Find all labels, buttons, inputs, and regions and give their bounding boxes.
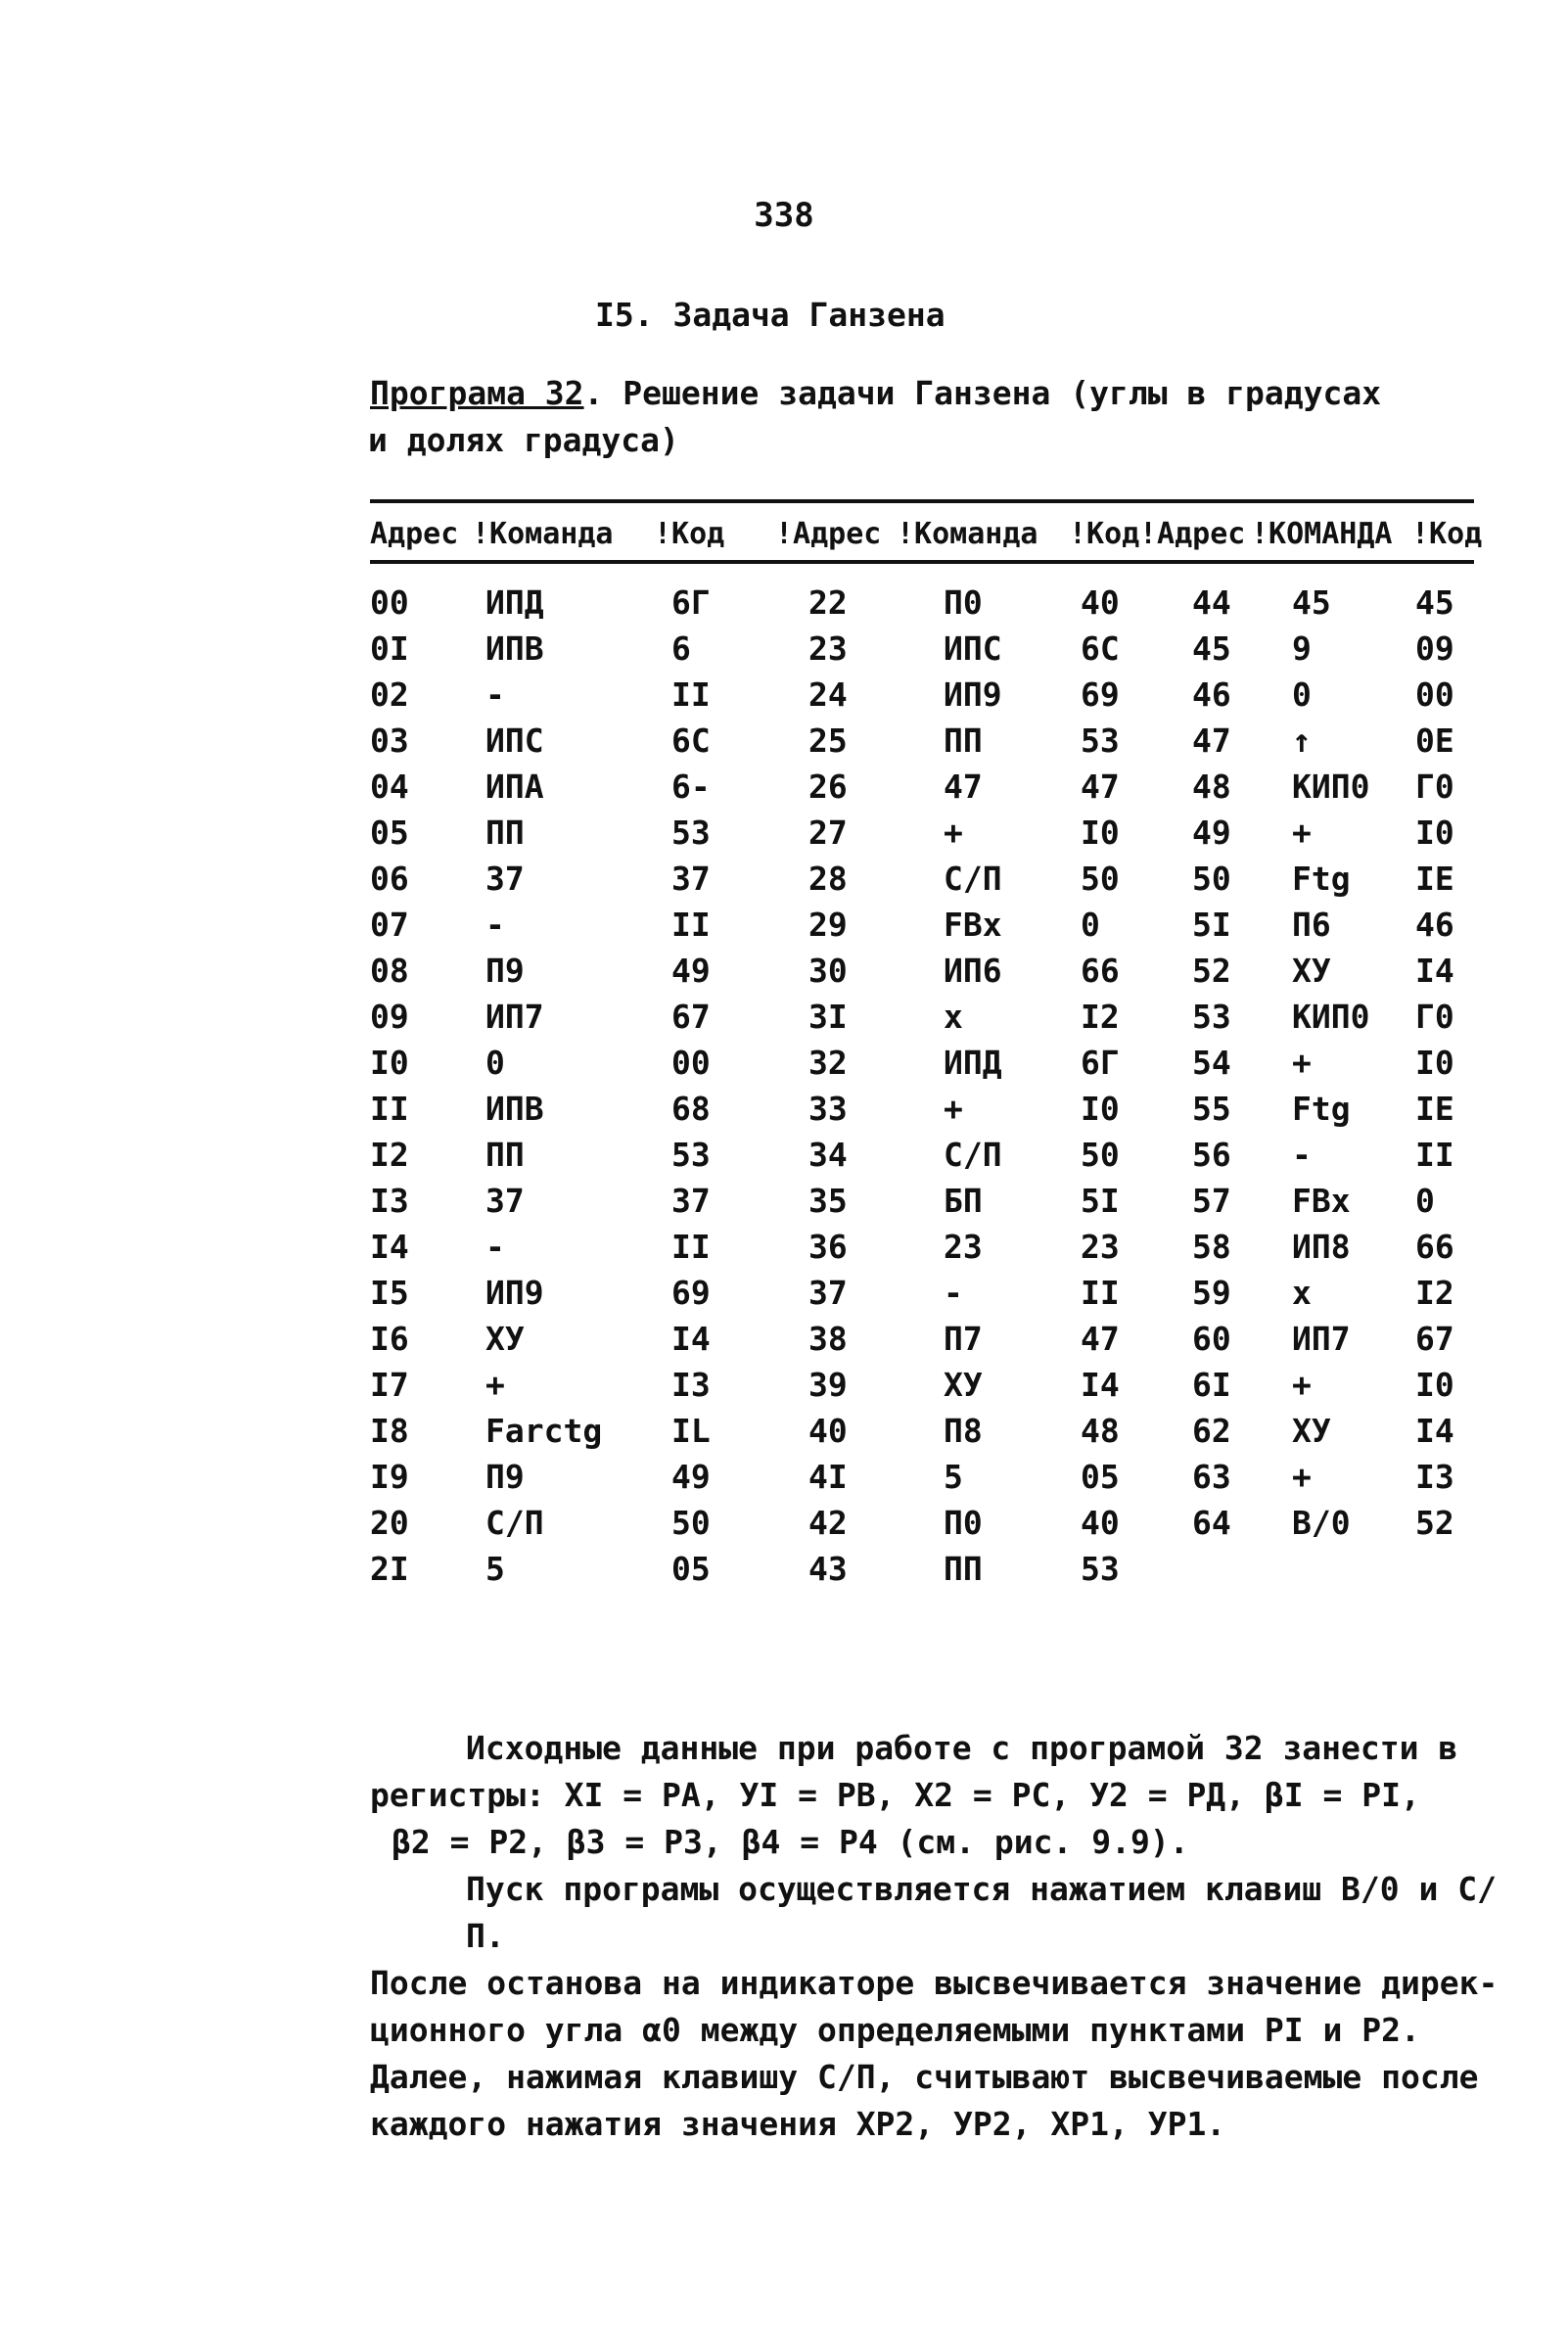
table-row [370,902,1474,948]
header-address-2: !Адрес [775,517,882,551]
cell-code-1: 05 [671,1550,711,1588]
cell-address-3: 6I [1192,1366,1231,1404]
cell-code-1: 67 [671,998,711,1036]
cell-command-1: ИПА [485,768,544,806]
cell-code-3: 09 [1415,629,1454,668]
cell-command-2: ИПД [944,1044,1002,1082]
header-command-2: !Команда [897,517,1038,551]
cell-code-2: 53 [1081,722,1120,760]
cell-command-3: 45 [1292,583,1331,622]
cell-command-1: - [485,675,505,714]
cell-address-2: 22 [808,583,848,622]
cell-command-1: ИПС [485,722,544,760]
header-code-3: !Код [1411,517,1483,551]
cell-address-3: 53 [1192,998,1231,1036]
table-row [370,994,1474,1040]
cell-code-3: 52 [1415,1504,1454,1542]
header-code-2: !Код [1069,517,1140,551]
cell-code-2: II [1081,1274,1120,1312]
paragraph2-line1: Пуск програмы осуществляется нажатием клавиш В/0 и С/П. [466,1870,1497,1955]
cell-command-1: ИПД [485,583,544,622]
cell-code-2: 05 [1081,1458,1120,1496]
cell-code-2: I2 [1081,998,1120,1036]
cell-command-2: ИП9 [944,675,1002,714]
cell-address-2: 25 [808,722,848,760]
cell-command-1: ИП7 [485,998,544,1036]
cell-code-3: 0Е [1415,722,1454,760]
cell-code-2: I4 [1081,1366,1120,1404]
cell-address-2: 24 [808,675,848,714]
cell-address-3: 50 [1192,860,1231,898]
cell-address-2: 32 [808,1044,848,1082]
cell-command-2: БП [944,1182,983,1220]
cell-code-3: Г0 [1415,768,1454,806]
paragraph2-line3: ционного угла α0 между определяемыми пунктами РI и Р2. [370,2011,1420,2049]
cell-command-3: 9 [1292,629,1312,668]
cell-command-1: П9 [485,1458,525,1496]
cell-code-2: 53 [1081,1550,1120,1588]
cell-code-2: 5I [1081,1182,1120,1220]
cell-command-3: + [1292,1458,1312,1496]
cell-address-2: 3I [808,998,848,1036]
cell-command-2: ПП [944,722,983,760]
header-command-1: !Команда [472,517,614,551]
cell-address-1: 0I [370,629,409,668]
table-row [370,1178,1474,1224]
cell-address-2: 4I [808,1458,848,1496]
cell-code-3: IЕ [1415,860,1454,898]
cell-code-3: 67 [1415,1320,1454,1358]
cell-command-1: - [485,906,505,944]
cell-address-3: 44 [1192,583,1231,622]
cell-command-1: П9 [485,952,525,990]
cell-address-1: 20 [370,1504,409,1542]
cell-code-1: 69 [671,1274,711,1312]
cell-address-3: 52 [1192,952,1231,990]
cell-address-1: 06 [370,860,409,898]
cell-address-3: 45 [1192,629,1231,668]
table-row [370,948,1474,994]
cell-address-1: I7 [370,1366,409,1404]
cell-code-1: 6 [671,629,691,668]
cell-command-1: ИП9 [485,1274,544,1312]
paragraph2-line4: Далее, нажимая клавишу С/П, считывают высвечиваемые после [370,2058,1479,2096]
cell-command-3: x [1292,1274,1312,1312]
cell-command-1: ПП [485,1136,525,1174]
cell-code-3: 46 [1415,906,1454,944]
cell-address-1: I4 [370,1228,409,1266]
cell-code-2: I0 [1081,814,1120,852]
cell-code-3: 45 [1415,583,1454,622]
cell-code-2: 6Г [1081,1044,1120,1082]
cell-command-1: С/П [485,1504,544,1542]
cell-command-2: ИП6 [944,952,1002,990]
cell-address-3: 49 [1192,814,1231,852]
cell-code-2: 50 [1081,1136,1120,1174]
cell-command-3: - [1292,1136,1312,1174]
cell-address-3: 47 [1192,722,1231,760]
cell-command-1: + [485,1366,505,1404]
table-row [370,764,1474,810]
cell-code-3: I0 [1415,1366,1454,1404]
cell-code-2: 48 [1081,1412,1120,1450]
table-row [370,810,1474,856]
program-table-body [370,580,1474,1592]
cell-code-1: 6Г [671,583,711,622]
table-row [370,1270,1474,1316]
cell-command-3: В/0 [1292,1504,1351,1542]
cell-address-1: 07 [370,906,409,944]
cell-address-2: 37 [808,1274,848,1312]
cell-command-3: ХУ [1292,1412,1331,1450]
cell-command-2: П7 [944,1320,983,1358]
cell-code-1: 37 [671,860,711,898]
cell-address-1: 08 [370,952,409,990]
cell-command-3: ИП7 [1292,1320,1351,1358]
cell-code-1: 53 [671,814,711,852]
cell-address-3: 56 [1192,1136,1231,1174]
cell-address-1: 02 [370,675,409,714]
cell-address-3: 59 [1192,1274,1231,1312]
cell-command-2: П0 [944,1504,983,1542]
program-label: Програма 32 [370,374,584,412]
cell-code-1: I4 [671,1320,711,1358]
cell-code-3: 00 [1415,675,1454,714]
cell-address-1: 09 [370,998,409,1036]
cell-code-1: 49 [671,952,711,990]
table-row [370,1224,1474,1270]
cell-command-2: С/П [944,1136,1002,1174]
cell-address-2: 38 [808,1320,848,1358]
cell-code-3: I4 [1415,1412,1454,1450]
cell-address-3: 55 [1192,1090,1231,1128]
table-row [370,1408,1474,1454]
cell-address-2: 26 [808,768,848,806]
cell-address-2: 40 [808,1412,848,1450]
cell-code-2: 50 [1081,860,1120,898]
paragraph1-line3: β2 = Р2, β3 = Р3, β4 = Р4 (см. рис. 9.9). [392,1823,1189,1861]
cell-command-3: + [1292,814,1312,852]
cell-command-3: Ftg [1292,860,1351,898]
cell-address-3: 48 [1192,768,1231,806]
table-row [370,1040,1474,1086]
cell-address-1: 05 [370,814,409,852]
table-row [370,1546,1474,1592]
cell-code-3: 66 [1415,1228,1454,1266]
cell-command-3: + [1292,1366,1312,1404]
cell-command-2: 23 [944,1228,983,1266]
cell-command-2: - [944,1274,963,1312]
cell-address-3: 58 [1192,1228,1231,1266]
cell-code-1: II [671,1228,711,1266]
table-row [370,1086,1474,1132]
table-row [370,1500,1474,1546]
cell-command-2: 47 [944,768,983,806]
cell-address-1: I9 [370,1458,409,1496]
header-address-3: !Адрес [1139,517,1246,551]
caption-text-line1: . Решение задачи Ганзена (углы в градусах [583,374,1382,412]
cell-command-3: ИП8 [1292,1228,1351,1266]
cell-address-3: 54 [1192,1044,1231,1082]
cell-code-3: II [1415,1136,1454,1174]
table-header-rule [370,560,1474,564]
cell-code-1: 6- [671,768,711,806]
cell-command-1: 37 [485,860,525,898]
cell-command-1: 37 [485,1182,525,1220]
table-top-rule [370,499,1474,503]
cell-code-1: IL [671,1412,711,1450]
cell-command-2: С/П [944,860,1002,898]
cell-address-2: 43 [808,1550,848,1588]
caption-text-line2: и долях градуса) [368,421,679,459]
table-row [370,580,1474,626]
cell-command-3: Ftg [1292,1090,1351,1128]
cell-code-3: IЕ [1415,1090,1454,1128]
cell-code-2: I0 [1081,1090,1120,1128]
cell-address-1: 00 [370,583,409,622]
cell-code-3: 0 [1415,1182,1435,1220]
cell-command-3: ХУ [1292,952,1331,990]
cell-address-2: 42 [808,1504,848,1542]
cell-address-2: 34 [808,1136,848,1174]
cell-command-2: x [944,998,963,1036]
cell-address-2: 28 [808,860,848,898]
paragraph1-line1: Исходные данные при работе с програмой 32 занести в [466,1729,1458,1767]
cell-address-3: 5I [1192,906,1231,944]
cell-code-2: 69 [1081,675,1120,714]
header-command-3: !КОМАНДА [1251,517,1393,551]
cell-code-1: 50 [671,1504,711,1542]
page-number: 338 [754,196,814,235]
table-row [370,1362,1474,1408]
cell-command-2: П8 [944,1412,983,1450]
cell-address-2: 35 [808,1182,848,1220]
cell-code-1: 68 [671,1090,711,1128]
cell-code-3: I3 [1415,1458,1454,1496]
cell-address-1: 03 [370,722,409,760]
paragraph1-line2: регистры: XI = РА, УI = РВ, X2 = РС, У2 = РД, βI = РI, [370,1776,1420,1814]
cell-command-2: ХУ [944,1366,983,1404]
cell-address-3: 46 [1192,675,1231,714]
cell-command-2: ПП [944,1550,983,1588]
cell-command-2: FBx [944,906,1002,944]
table-row [370,718,1474,764]
cell-command-1: ИПВ [485,629,544,668]
body-text [370,1725,1505,2148]
cell-address-1: I0 [370,1044,409,1082]
table-row [370,626,1474,672]
cell-code-2: 40 [1081,1504,1120,1542]
cell-code-2: 40 [1081,583,1120,622]
table-row [370,1132,1474,1178]
cell-address-1: 04 [370,768,409,806]
cell-command-1: 5 [485,1550,505,1588]
cell-command-3: КИП0 [1292,998,1370,1036]
cell-command-2: + [944,1090,963,1128]
cell-code-3: I0 [1415,1044,1454,1082]
cell-code-1: 37 [671,1182,711,1220]
section-title: I5. Задача Ганзена [595,296,945,334]
cell-code-1: I3 [671,1366,711,1404]
cell-command-2: + [944,814,963,852]
cell-command-1: 0 [485,1044,505,1082]
cell-code-3: I4 [1415,952,1454,990]
cell-command-1: - [485,1228,505,1266]
table-row [370,1316,1474,1362]
table-header [370,509,1483,556]
cell-address-3: 60 [1192,1320,1231,1358]
cell-code-1: 6С [671,722,711,760]
cell-command-1: ПП [485,814,525,852]
table-row [370,856,1474,902]
cell-code-1: 49 [671,1458,711,1496]
cell-address-2: 30 [808,952,848,990]
cell-address-3: 63 [1192,1458,1231,1496]
header-code-1: !Код [654,517,725,551]
cell-code-3: I2 [1415,1274,1454,1312]
cell-address-1: I6 [370,1320,409,1358]
cell-code-1: 53 [671,1136,711,1174]
cell-address-1: 2I [370,1550,409,1588]
cell-command-3: П6 [1292,906,1331,944]
cell-address-3: 62 [1192,1412,1231,1450]
cell-code-1: 00 [671,1044,711,1082]
header-address-1: Адрес [370,517,459,551]
cell-command-3: FBx [1292,1182,1351,1220]
cell-address-3: 57 [1192,1182,1231,1220]
cell-code-2: 47 [1081,1320,1120,1358]
cell-address-1: I2 [370,1136,409,1174]
cell-code-2: 23 [1081,1228,1120,1266]
cell-address-2: 36 [808,1228,848,1266]
cell-code-1: II [671,675,711,714]
cell-address-1: I8 [370,1412,409,1450]
cell-command-2: 5 [944,1458,963,1496]
cell-code-3: Г0 [1415,998,1454,1036]
cell-code-1: II [671,906,711,944]
cell-code-2: 0 [1081,906,1100,944]
cell-address-3: 64 [1192,1504,1231,1542]
cell-command-2: П0 [944,583,983,622]
cell-code-3: I0 [1415,814,1454,852]
cell-command-3: + [1292,1044,1312,1082]
cell-address-1: II [370,1090,409,1128]
cell-command-2: ИПС [944,629,1002,668]
paragraph2-line2: После останова на индикаторе высвечивается значение дирек- [370,1964,1499,2002]
cell-address-2: 33 [808,1090,848,1128]
cell-address-2: 39 [808,1366,848,1404]
table-row [370,672,1474,718]
cell-command-3: ↑ [1292,722,1312,760]
cell-command-3: КИП0 [1292,768,1370,806]
cell-address-2: 27 [808,814,848,852]
cell-address-2: 29 [808,906,848,944]
paragraph2-line5: каждого нажатия значения XP2, УP2, XP1, УP1. [370,2105,1226,2143]
cell-code-2: 66 [1081,952,1120,990]
cell-address-2: 23 [808,629,848,668]
table-caption [370,370,1466,464]
cell-address-1: I5 [370,1274,409,1312]
table-row [370,1454,1474,1500]
cell-address-1: I3 [370,1182,409,1220]
cell-command-1: ХУ [485,1320,525,1358]
cell-command-1: Farctg [485,1412,603,1450]
cell-command-3: 0 [1292,675,1312,714]
cell-command-1: ИПВ [485,1090,544,1128]
cell-code-2: 6С [1081,629,1120,668]
cell-code-2: 47 [1081,768,1120,806]
